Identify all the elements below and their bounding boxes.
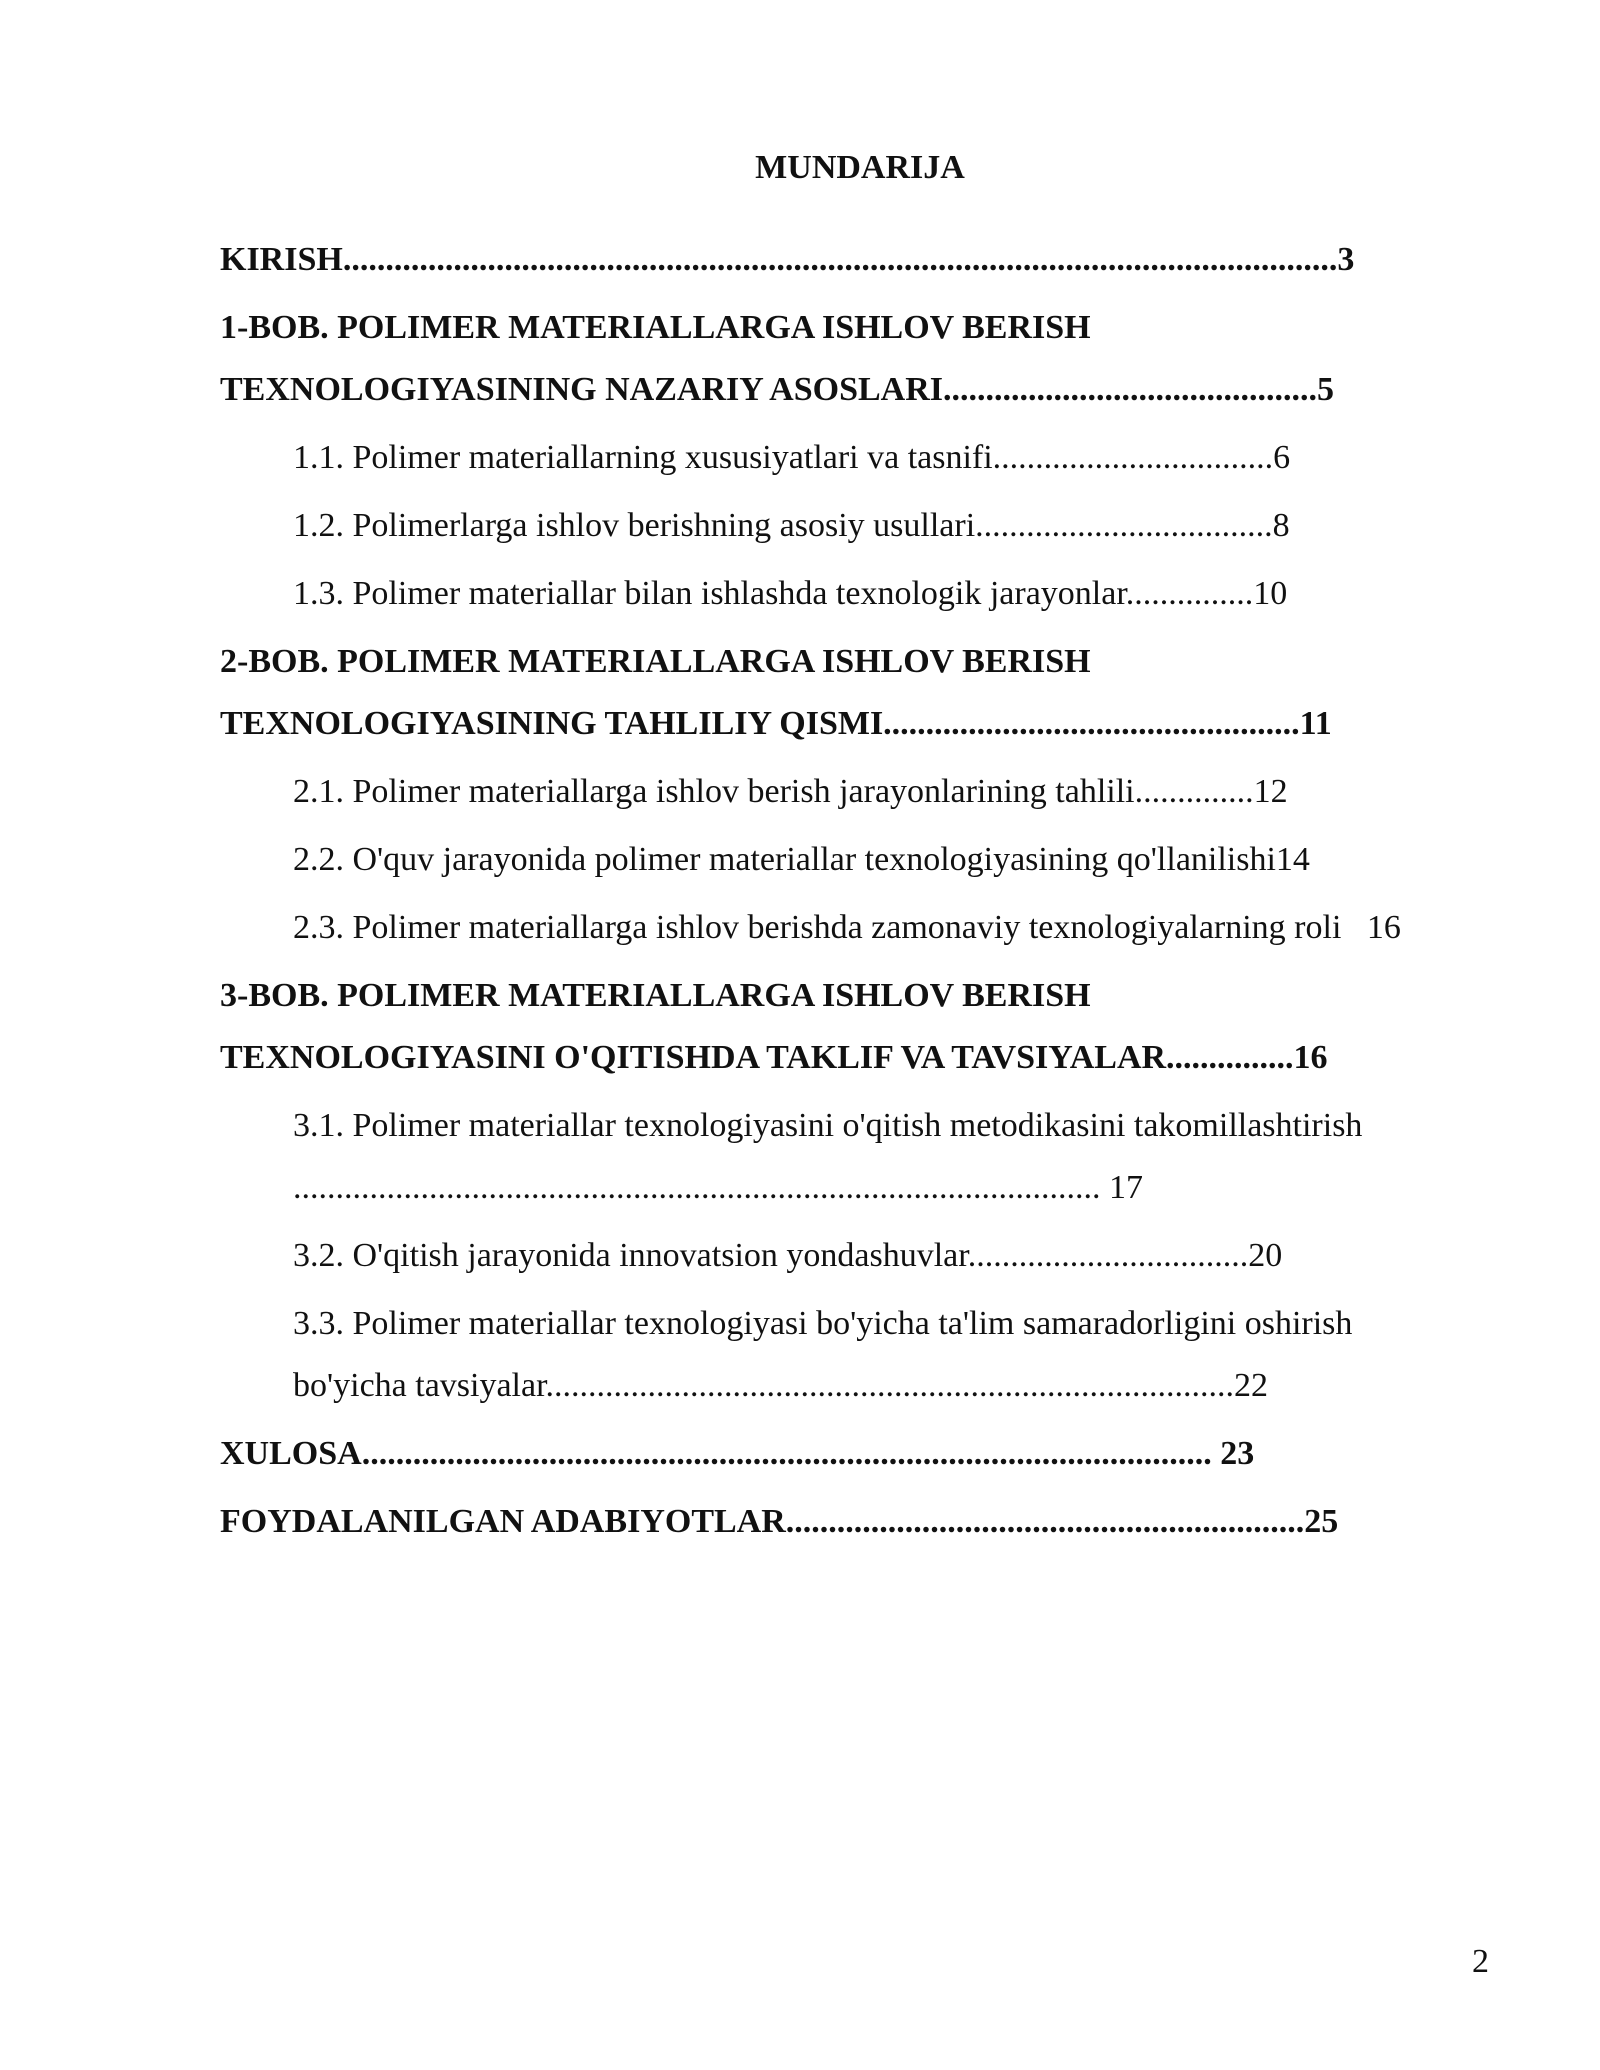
toc-entry-section-3-2: 3.2. O'qitish jarayonida innovatsion yondashuvlar.................................20 [293, 1237, 1283, 1274]
toc-entry-xulosa: XULOSA.................................................................................................... 23 [220, 1435, 1255, 1472]
toc-entry-chapter-3-line-1: 3-BOB. POLIMER MATERIALLARGA ISHLOV BERISH [220, 977, 1091, 1014]
toc-entry-chapter-3-line-2: TEXNOLOGIYASINI O'QITISHDA TAKLIF VA TAVSIYALAR...............16 [220, 1039, 1328, 1076]
page-title: MUNDARIJA [755, 149, 965, 186]
toc-entry-chapter-1-line-2: TEXNOLOGIYASINING NAZARIY ASOSLARI............................................5 [220, 371, 1334, 408]
toc-entry-section-1-2: 1.2. Polimerlarga ishlov berishning asosiy usullari...................................8 [293, 507, 1290, 544]
toc-entry-chapter-2-line-1: 2-BOB. POLIMER MATERIALLARGA ISHLOV BERISH [220, 643, 1091, 680]
toc-entry-section-2-2: 2.2. O'quv jarayonida polimer materiallar texnologiyasining qo'llanilishi14 [293, 841, 1310, 878]
toc-entry-section-3-1-line-2: ............................................................................................... 17 [293, 1169, 1143, 1206]
toc-entry-chapter-1-line-1: 1-BOB. POLIMER MATERIALLARGA ISHLOV BERISH [220, 309, 1091, 346]
toc-entry-section-3-3-line-2: bo'yicha tavsiyalar.................................................................................22 [293, 1367, 1269, 1404]
toc-entry-section-3-3-line-1: 3.3. Polimer materiallar texnologiyasi bo'yicha ta'lim samaradorligini oshirish [293, 1305, 1353, 1342]
toc-entry-section-2-1: 2.1. Polimer materiallarga ishlov berish jarayonlarining tahlili..............12 [293, 773, 1288, 810]
toc-entry-section-1-1: 1.1. Polimer materiallarning xususiyatlari va tasnifi.................................6 [293, 439, 1291, 476]
toc-entry-section-3-1-line-1: 3.1. Polimer materiallar texnologiyasini o'qitish metodikasini takomillashtirish [293, 1107, 1363, 1144]
toc-entry-section-2-3: 2.3. Polimer materiallarga ishlov berishda zamonaviy texnologiyalarning roli 16 [293, 909, 1401, 946]
toc-entry-references: FOYDALANILGAN ADABIYOTLAR.............................................................25 [220, 1503, 1339, 1540]
page-number: 2 [1472, 1943, 1489, 1980]
toc-entry-kirish: KIRISH.....................................................................................................................3 [220, 241, 1355, 278]
toc-entry-section-1-3: 1.3. Polimer materiallar bilan ishlashda texnologik jarayonlar...............10 [293, 575, 1288, 612]
toc-entry-chapter-2-line-2: TEXNOLOGIYASINING TAHLILIY QISMI.................................................11 [220, 705, 1332, 742]
